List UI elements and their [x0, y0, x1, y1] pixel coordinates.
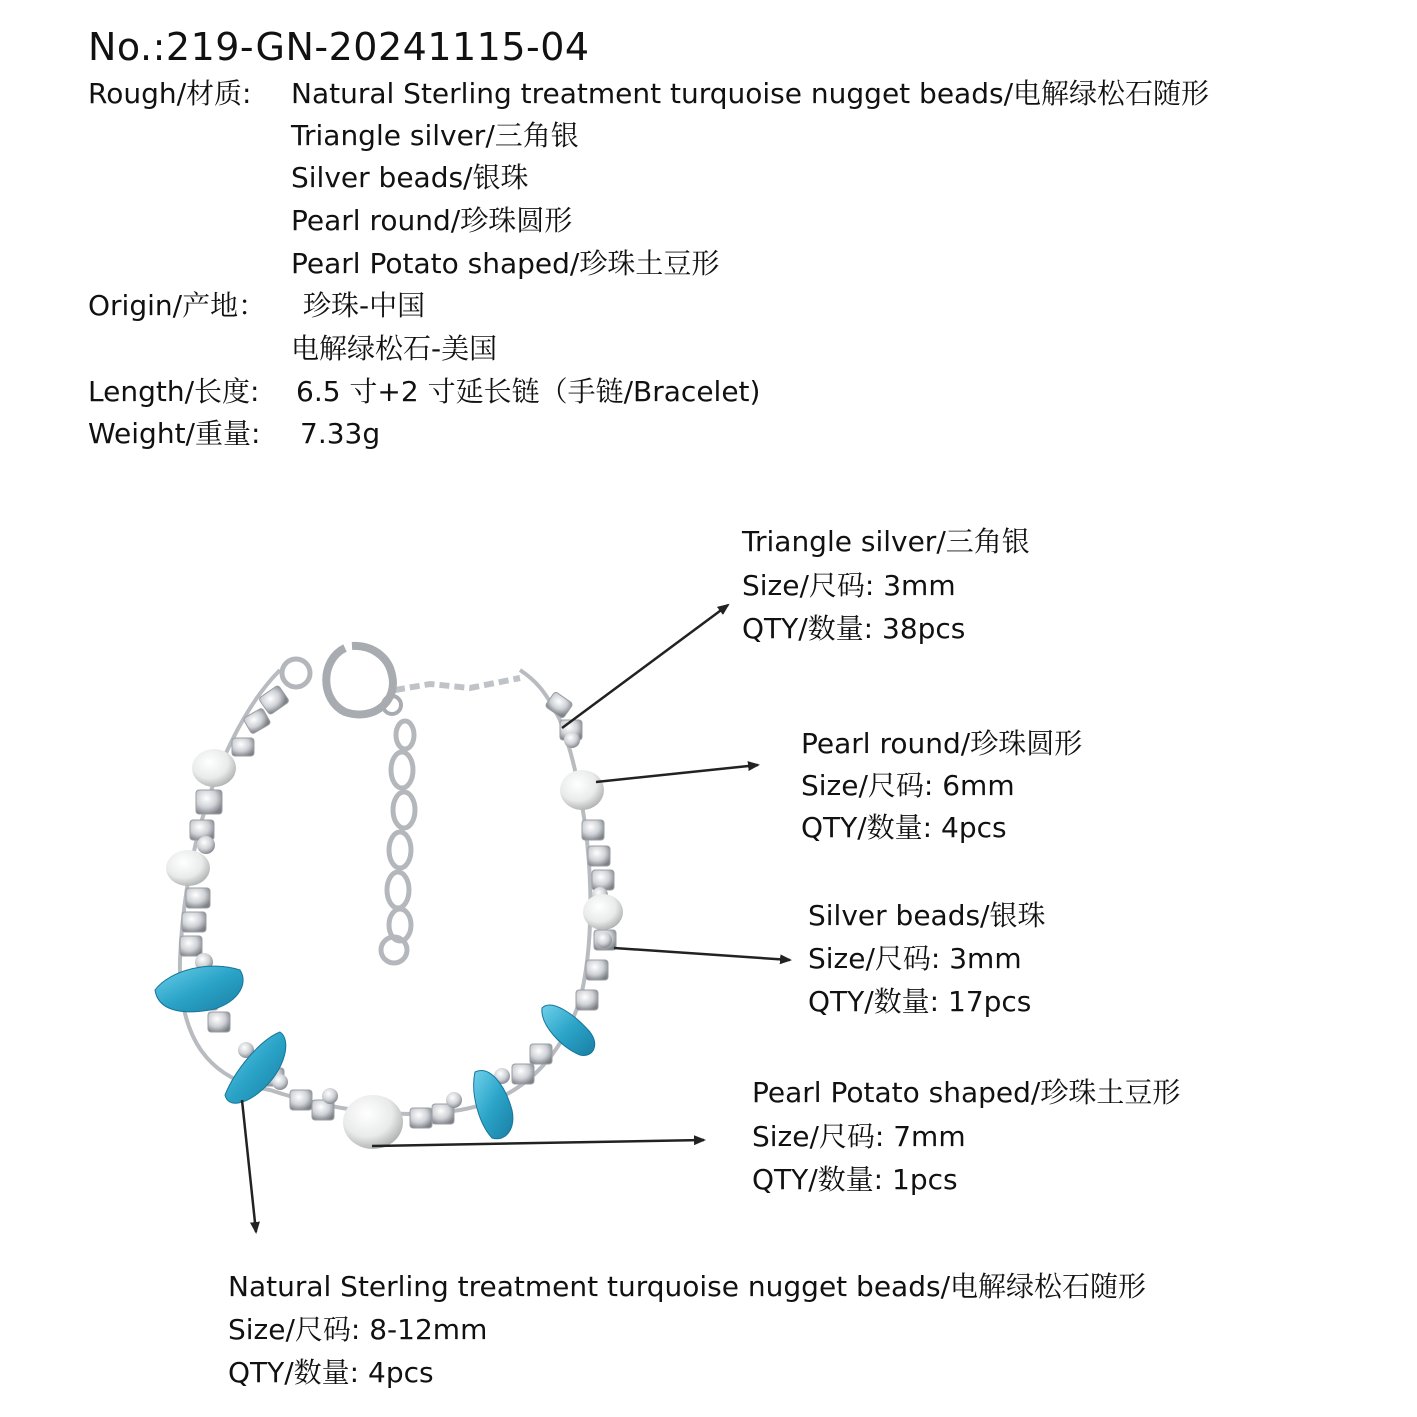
rough-item: Triangle silver/三角银: [291, 119, 579, 152]
callout-pearl-potato-size: Size/尺码: 7mm: [752, 1120, 966, 1153]
extension-chain: [381, 721, 415, 963]
lobster-clasp: [282, 646, 401, 715]
callout-pearl-round-name: Pearl round/珍珠圆形: [801, 727, 1083, 760]
callout-silver-beads-size: Size/尺码: 3mm: [808, 942, 1022, 975]
arrow-pearl-potato: [372, 1140, 704, 1146]
rough-item: Pearl round/珍珠圆形: [291, 204, 573, 237]
weight-label: Weight/重量:: [88, 417, 261, 450]
callout-triangle-silver-size: Size/尺码: 3mm: [742, 569, 956, 602]
pearl-round-beads: [166, 749, 623, 930]
arrow-silver-beads: [614, 948, 790, 960]
callout-silver-beads-qty: QTY/数量: 17pcs: [808, 985, 1032, 1018]
arrow-turquoise: [242, 1100, 256, 1232]
product-number: No.:219-GN-20241115-04: [88, 25, 590, 69]
pearl-potato-bead: [343, 1095, 403, 1149]
origin-item: 珍珠-中国: [303, 289, 426, 322]
origin-item: 电解绿松石-美国: [291, 332, 498, 365]
length-value: 6.5 寸+2 寸延长链（手链/Bracelet): [296, 375, 761, 408]
arrow-triangle-silver: [562, 605, 728, 728]
callout-triangle-silver-qty: QTY/数量: 38pcs: [742, 612, 966, 645]
callout-turquoise-name: Natural Sterling treatment turquoise nugget beads/电解绿松石随形: [228, 1270, 1146, 1303]
callout-pearl-potato-qty: QTY/数量: 1pcs: [752, 1163, 958, 1196]
callout-turquoise-qty: QTY/数量: 4pcs: [228, 1356, 434, 1389]
origin-label: Origin/产地：: [88, 289, 267, 322]
callout-triangle-silver-name: Triangle silver/三角银: [742, 525, 1030, 558]
weight-value: 7.33g: [300, 417, 381, 450]
rough-item: Silver beads/银珠: [291, 161, 529, 194]
bracelet-top-chain: [395, 678, 520, 690]
arrow-pearl-round: [596, 765, 758, 782]
callout-arrows: [242, 605, 790, 1232]
callout-pearl-potato-name: Pearl Potato shaped/珍珠土豆形: [752, 1076, 1181, 1109]
callout-silver-beads-name: Silver beads/银珠: [808, 899, 1046, 932]
rough-item: Pearl Potato shaped/珍珠土豆形: [291, 247, 720, 280]
callout-pearl-round-size: Size/尺码: 6mm: [801, 769, 1015, 802]
rough-label: Rough/材质:: [88, 77, 252, 110]
callout-pearl-round-qty: QTY/数量: 4pcs: [801, 811, 1007, 844]
length-label: Length/长度:: [88, 375, 260, 408]
callout-turquoise-size: Size/尺码: 8-12mm: [228, 1313, 488, 1346]
rough-item: Natural Sterling treatment turquoise nugget beads/电解绿松石随形: [291, 77, 1209, 110]
